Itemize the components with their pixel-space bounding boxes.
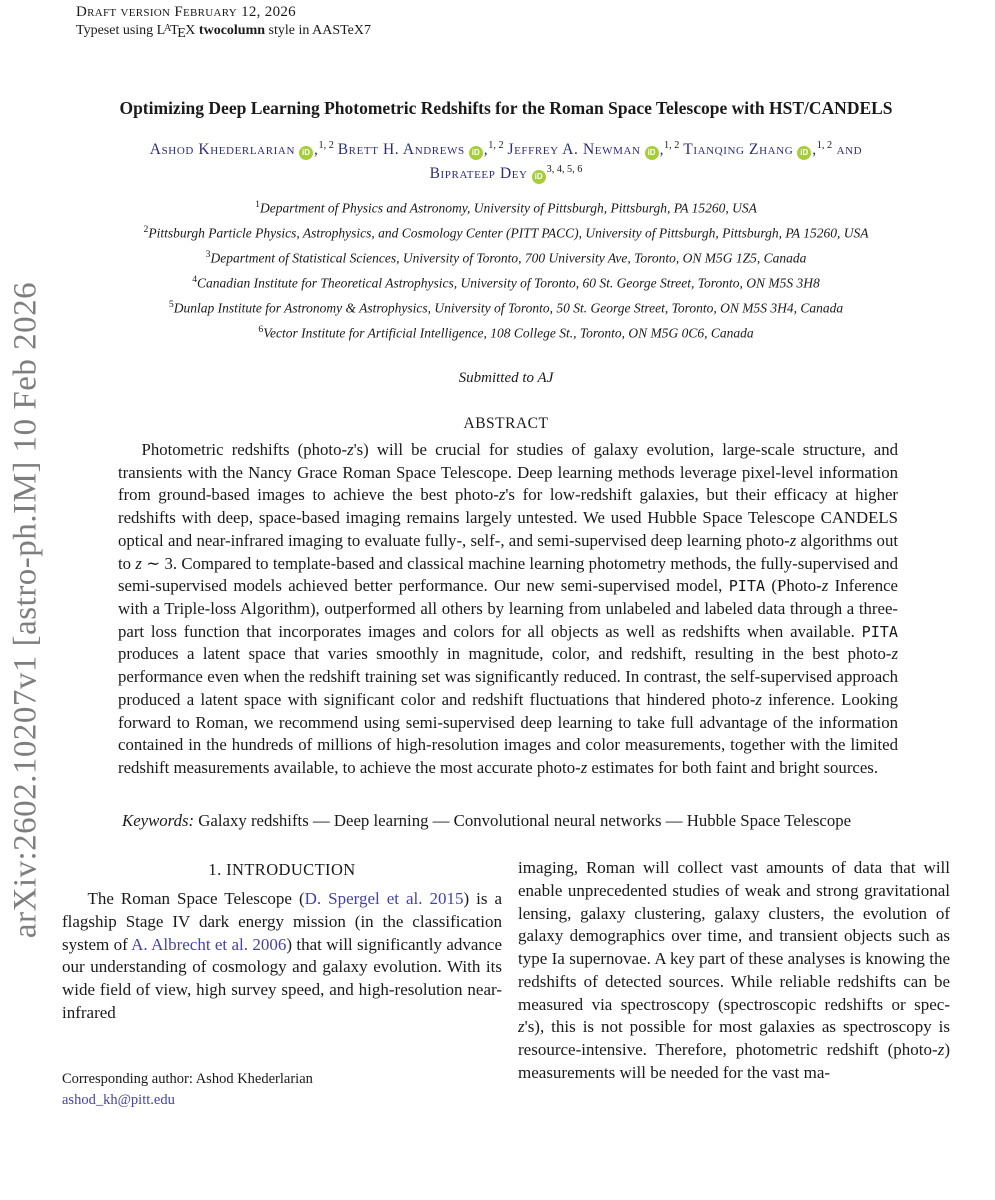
text-segment: 's), this is not possible for most galaxies as spectroscopy is resource-intensive. Therefore, photometric redshift (photo- bbox=[518, 1017, 950, 1059]
text-segment: inference. Looking forward to Roman, we recommend using semi-supervised deep learning to take full advantage of the information contained in the hundreds of millions of high-resolution images and color measurements, together with the limited redshift measurements available, to achieve the most accurate photo- bbox=[118, 689, 898, 777]
affiliation-text: Canadian Institute for Theoretical Astrophysics, University of Toronto, 60 St. George Street, Toronto, ON M5S 3H8 bbox=[197, 275, 820, 291]
citation-link[interactable]: A. Albrecht et al. 2006 bbox=[131, 934, 287, 954]
affiliations bbox=[62, 194, 950, 344]
text-segment: ) measurements will be needed for the vast ma- bbox=[518, 1039, 950, 1082]
affiliation-line bbox=[62, 194, 950, 219]
paper-title: Optimizing Deep Learning Photometric Redshifts for the Roman Space Telescope with HST/CANDELS bbox=[119, 98, 893, 119]
text-segment: (Photo- bbox=[765, 576, 822, 596]
text-segment: imaging, Roman will collect vast amounts of data that will enable unprecedented studies of weak and strong gravitational lensing, galaxy clustering, galaxy clusters, the evolution of galaxy demographics over time, and transient objects such as type Ia supernovae. A key part of these analyses is knowing the redshifts of detected sources. While reliable redshifts can be measured via spectroscopy (spectroscopic redshifts or spec- bbox=[518, 858, 950, 1014]
affiliation-line bbox=[62, 244, 950, 269]
corresponding-author-line: Corresponding author: Ashod Khederlarian bbox=[62, 1071, 313, 1088]
text-segment: z bbox=[135, 553, 142, 573]
text-segment: Ashod Khederlarian bbox=[149, 141, 296, 159]
text-segment: and bbox=[832, 141, 863, 159]
affiliation-number: 4 bbox=[192, 274, 198, 286]
affiliation-line bbox=[62, 294, 950, 319]
text-segment: estimates for both faint and bright sources. bbox=[587, 757, 879, 777]
text-segment: z bbox=[518, 1017, 525, 1037]
orcid-icon[interactable] bbox=[299, 146, 313, 160]
text-segment: 1, 2 bbox=[816, 139, 833, 151]
text-segment: z bbox=[789, 530, 797, 550]
text-segment: 's) will be crucial for studies of galaxy evolution, large-scale structure, and transients with the Nancy Grace Roman Space Telescope. Deep learning methods leverage pixel-level information from ground-based images to achieve the best photo- bbox=[118, 440, 899, 505]
citation-link[interactable]: D. Spergel et al. 2015 bbox=[304, 889, 464, 909]
paper-page bbox=[62, 0, 950, 1200]
affiliation-number: 1 bbox=[255, 199, 260, 211]
submitted-to-journal: Submitted to AJ bbox=[458, 370, 554, 387]
text-segment: Brett H. Andrews bbox=[337, 141, 465, 159]
affiliation-line bbox=[62, 269, 950, 294]
text-segment: z bbox=[821, 576, 829, 596]
column-gutter bbox=[502, 856, 518, 1111]
text-segment: z bbox=[498, 485, 506, 505]
right-column bbox=[518, 856, 950, 1111]
text-segment: 1, 2 bbox=[488, 139, 504, 151]
author-line-2 bbox=[62, 162, 950, 186]
affiliation-text: Department of Statistical Sciences, University of Toronto, 700 University Ave, Toronto, ON M5G 1Z5, Canada bbox=[210, 250, 807, 266]
author-line-1 bbox=[62, 138, 950, 162]
section-heading-introduction: 1. INTRODUCTION bbox=[208, 860, 356, 880]
abstract-heading: ABSTRACT bbox=[463, 415, 549, 433]
affiliation-line bbox=[62, 219, 950, 244]
affiliation-number: 3 bbox=[205, 249, 211, 261]
two-column-body bbox=[62, 856, 950, 1111]
orcid-icon[interactable] bbox=[469, 146, 483, 160]
orcid-icon[interactable] bbox=[797, 146, 811, 160]
text-segment: 3, 4, 5, 6 bbox=[546, 163, 583, 175]
text-segment: algorithms out to bbox=[118, 530, 898, 573]
arxiv-sidebar-id: arXiv:2602.10207v1 [astro-ph.IM] 10 Feb 2026 bbox=[7, 281, 44, 939]
text-segment: , bbox=[659, 141, 665, 159]
left-column bbox=[62, 856, 502, 1111]
keywords bbox=[122, 810, 898, 833]
text-segment: , bbox=[314, 141, 319, 159]
affiliation-line bbox=[62, 319, 950, 344]
text-segment: z bbox=[580, 757, 588, 777]
text-segment: ∼ 3. Compared to template-based and classical machine learning photometry methods, the fully-supervised and semi-supervised models achieved better performance. Our new semi-supervised model, bbox=[118, 553, 898, 596]
affiliation-number: 2 bbox=[143, 224, 149, 236]
text-segment: ) that will significantly advance our understanding of cosmology and galaxy evolution. With its wide field of view, high survey speed, and high-resolution near-infrared bbox=[62, 934, 503, 1022]
text-segment: PITA bbox=[728, 577, 766, 596]
draft-header bbox=[76, 4, 950, 42]
text-segment: z bbox=[755, 689, 762, 709]
text-segment: twocolumn bbox=[198, 23, 266, 38]
affiliation-number: 6 bbox=[258, 324, 264, 336]
text-segment: Tianqing Zhang bbox=[683, 141, 794, 159]
text-segment: Jeffrey A. Newman bbox=[507, 141, 641, 159]
text-segment: Inference with a Triple-loss Algorithm), outperformed all others by learning from unlabeled and labeled data through a three-part loss function that incorporates images and colors for all objects as well as redshifts when available. bbox=[118, 576, 898, 641]
text-segment: The Roman Space Telescope ( bbox=[87, 889, 305, 909]
text-segment: A bbox=[164, 23, 172, 35]
text-segment: PITA bbox=[861, 622, 898, 641]
text-segment: T bbox=[170, 23, 179, 38]
text-segment: X bbox=[185, 23, 199, 38]
intro-paragraph-right bbox=[518, 857, 950, 1084]
corresponding-author-block bbox=[62, 1069, 502, 1111]
text-segment: , bbox=[812, 141, 817, 159]
text-segment: performance even when the redshift training set was significantly reduced. In contrast, the self-supervised approach produced a latent space with significant color and redshift fluctuations that hindered photo- bbox=[118, 667, 898, 709]
text-segment: 1, 2 bbox=[318, 139, 334, 151]
text-segment: z bbox=[891, 644, 898, 664]
text-segment: 's for low-redshift galaxies, but their efficacy at higher redshifts with deep, space-based imaging remains largely untested. We used Hubble Space Telescope CANDELS optical and near-infrared imaging to evaluate fully-, self-, and semi-supervised deep learning photo- bbox=[118, 485, 899, 550]
affiliation-text: Pittsburgh Particle Physics, Astrophysics, and Cosmology Center (PITT PACC), University of Pittsburgh, Pittsburgh, PA 15260, USA bbox=[148, 225, 869, 241]
affiliation-text: Department of Physics and Astronomy, University of Pittsburgh, Pittsburgh, PA 15260, USA bbox=[260, 200, 757, 216]
text-segment: Biprateep Dey bbox=[429, 165, 528, 183]
typeset-line bbox=[76, 23, 950, 42]
text-segment: Typeset using L bbox=[76, 23, 166, 38]
text-segment: style in AASTeX7 bbox=[265, 23, 372, 38]
keywords-label: Keywords: bbox=[122, 810, 195, 830]
author-list bbox=[62, 138, 950, 186]
text-segment: z bbox=[937, 1039, 945, 1059]
text-segment: 1, 2 bbox=[664, 139, 680, 151]
text-segment: ) is a flagship Stage IV dark energy mission (in the classification system of bbox=[62, 889, 503, 954]
corresponding-author-email[interactable]: ashod_kh@pitt.edu bbox=[62, 1092, 175, 1109]
text-segment: , bbox=[483, 141, 489, 159]
orcid-icon[interactable] bbox=[532, 170, 546, 184]
text-segment: produces a latent space that varies smoothly in magnitude, color, and redshift, resulting in the best photo- bbox=[118, 644, 892, 664]
keywords-text: Galaxy redshifts — Deep learning — Convolutional neural networks — Hubble Space Telescope bbox=[194, 810, 852, 830]
affiliation-text: Dunlap Institute for Astronomy & Astrophysics, University of Toronto, 50 St. George Street, Toronto, ON M5S 3H4, Canada bbox=[173, 300, 844, 316]
affiliation-number: 5 bbox=[168, 299, 174, 311]
text-segment: Photometric redshifts (photo- bbox=[141, 440, 348, 460]
draft-version-line: Draft version February 12, 2026 bbox=[76, 4, 296, 20]
intro-paragraph-left bbox=[62, 888, 502, 1024]
text-segment: E bbox=[177, 26, 186, 42]
orcid-icon[interactable] bbox=[645, 146, 659, 160]
affiliation-text: Vector Institute for Artificial Intelligence, 108 College St., Toronto, ON M5G 0C6, Canada bbox=[263, 325, 754, 341]
text-segment: z bbox=[347, 440, 354, 460]
abstract-text bbox=[118, 439, 898, 780]
